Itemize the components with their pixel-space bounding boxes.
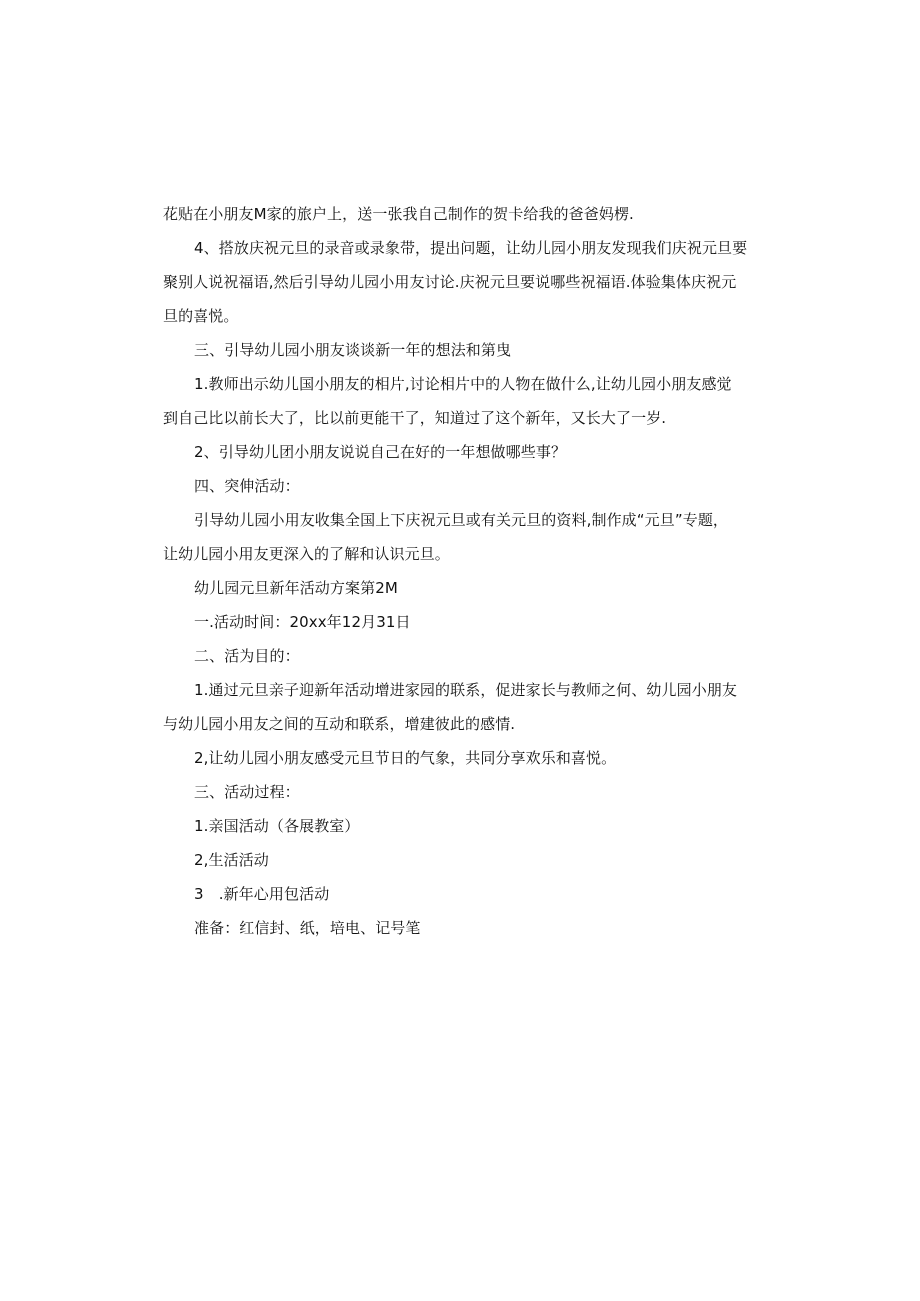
section-heading: 三、活动过程：	[194, 783, 300, 801]
text-line: 聚别人说祝福语,然后引导幼儿园小用友讨论.庆祝元旦要说哪些祝福语.体验集体庆祝元	[163, 273, 737, 291]
text-line: 花贴在小朋友M家的旅户上，送一张我自己制作的贺卡给我的爸爸妈楞.	[163, 205, 634, 223]
section-heading: 三、引导幼儿园小朋友谈谈新一年的想法和第曳	[194, 341, 512, 359]
text-line: 准备：红信封、纸，培电、记号笔	[194, 919, 421, 937]
text-line: 4、搭放庆祝元旦的录音或录象带，提出问题，让幼儿园小朋友发现我们庆祝元旦要	[194, 239, 748, 257]
text-line: 2、引导幼儿团小朋友说说自己在好的一年想做哪些事？	[194, 443, 567, 461]
section-heading: 一.活动时间：20xx年12月31日	[194, 613, 411, 631]
text-line: 引导幼儿园小用友收集全国上下庆祝元旦或有关元旦的资料,制作成“元旦”专题，	[194, 511, 729, 529]
text-line: 1.通过元旦亲子迎新年活动增进家园的联系，促进家长与教师之何、幼儿园小朋友	[194, 681, 738, 699]
text-line: 2,让幼儿园小朋友感受元旦节日的气象，共同分享欢乐和喜悦。	[194, 749, 617, 767]
section-heading: 四、突伸活动：	[194, 477, 300, 495]
list-item: 3 .新年心用包活动	[194, 885, 330, 903]
text-line: 让幼儿园小用友更深入的了解和认识元旦。	[163, 545, 450, 563]
text-line: 到自己比以前长大了，比以前更能干了，知道过了这个新年，又长大了一岁.	[163, 409, 667, 427]
text-line: 1.教师出示幼儿国小朋友的相片,讨论相片中的人物在做什么,让幼儿园小朋友感觉	[194, 375, 732, 393]
text-line: 与幼儿园小用友之间的互动和联系，增建彼此的感情.	[163, 715, 516, 733]
text-line: 旦的喜悦。	[163, 307, 239, 325]
document-title: 幼儿园元旦新年活动方案第2M	[194, 579, 398, 597]
list-item: 1.亲国活动（各展教室）	[194, 817, 360, 835]
section-heading: 二、活为目的：	[194, 647, 300, 665]
list-item: 2,生活活动	[194, 851, 269, 869]
